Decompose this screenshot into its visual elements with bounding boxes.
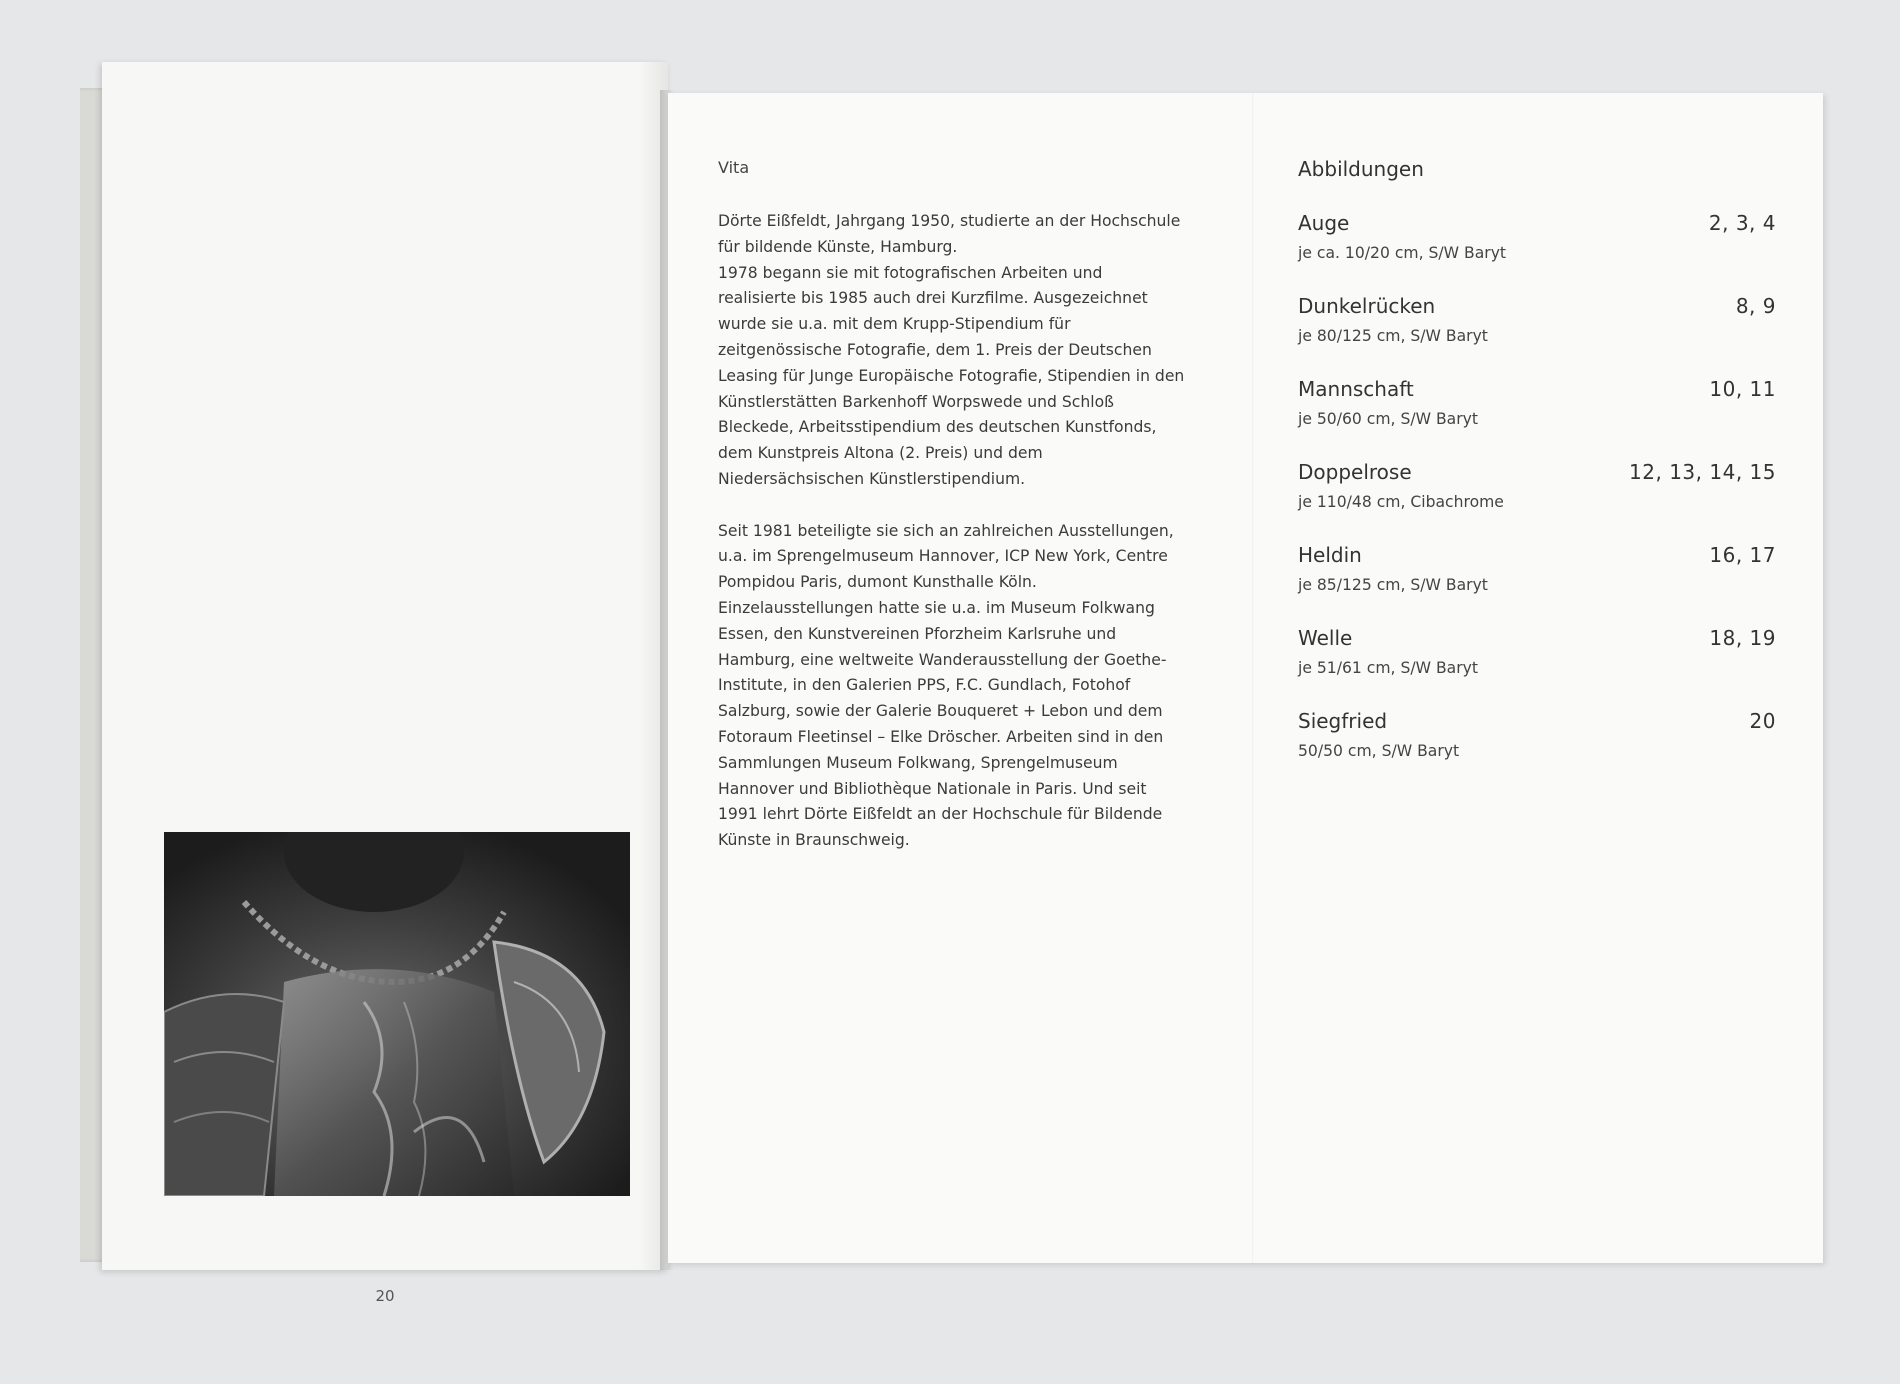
fold-line xyxy=(1252,93,1254,1263)
artwork-pages: 8, 9 xyxy=(1735,294,1776,318)
artwork-spec: je 110/48 cm, Cibachrome xyxy=(1298,493,1504,511)
text-line: zeitgenössische Fotografie, dem 1. Preis der Deutschen xyxy=(718,340,1152,359)
text-line: realisierte bis 1985 auch drei Kurzfilme. Ausgezeichnet xyxy=(718,289,1148,308)
list-item xyxy=(1298,626,1776,709)
abbildungen-heading: Abbildungen xyxy=(1298,157,1424,181)
artwork-title: Mannschaft xyxy=(1298,377,1414,401)
right-page xyxy=(668,93,1823,1263)
text-line: Salzburg, sowie der Galerie Bouqueret + Lebon und dem xyxy=(718,702,1163,721)
vita-heading: Vita xyxy=(718,158,750,177)
artwork-title: Dunkelrücken xyxy=(1298,294,1436,318)
list-item xyxy=(1298,543,1776,626)
artwork-spec: je ca. 10/20 cm, S/W Baryt xyxy=(1298,244,1507,262)
artwork-title: Auge xyxy=(1298,211,1350,235)
text-line: für bildende Künste, Hamburg. xyxy=(718,237,958,256)
list-item xyxy=(1298,377,1776,460)
text-line: Sammlungen Museum Folkwang, Sprengelmuseum xyxy=(718,753,1118,772)
text-line: Hannover und Bibliothèque Nationale in Paris. Und seit xyxy=(718,779,1147,798)
text-line: Niedersächsischen Künstlerstipendium. xyxy=(718,469,1026,488)
text-line: Fotoraum Fleetinsel – Elke Dröscher. Arbeiten sind in den xyxy=(718,727,1164,746)
artwork-pages: 18, 19 xyxy=(1709,626,1776,650)
text-line: Pompidou Paris, dumont Kunsthalle Köln. xyxy=(718,573,1037,592)
artwork-pages: 10, 11 xyxy=(1709,377,1776,401)
text-line: Institute, in den Galerien PPS, F.C. Gundlach, Fotohof xyxy=(718,676,1131,695)
text-line: Künstlerstätten Barkenhoff Worpswede und Schloß xyxy=(718,392,1114,411)
vita-body xyxy=(718,209,1198,854)
artwork-title: Heldin xyxy=(1298,543,1362,567)
text-line: Künste in Braunschweig. xyxy=(718,831,910,850)
list-item xyxy=(1298,294,1776,377)
artwork-spec: 50/50 cm, S/W Baryt xyxy=(1298,742,1460,760)
abbildungen-list xyxy=(1298,211,1776,792)
list-item xyxy=(1298,709,1776,792)
text-line: Leasing für Junge Europäische Fotografie, Stipendien in den xyxy=(718,366,1185,385)
text-line: Hamburg, eine weltweite Wanderausstellung der Goethe- xyxy=(718,650,1167,669)
text-line: Seit 1981 beteiligte sie sich an zahlreichen Ausstellungen, xyxy=(718,521,1174,540)
vita-paragraph-1 xyxy=(718,209,1198,493)
text-line: Dörte Eißfeldt, Jahrgang 1950, studierte an der Hochschule xyxy=(718,212,1181,230)
artwork-pages: 16, 17 xyxy=(1709,543,1776,567)
artwork-pages: 12, 13, 14, 15 xyxy=(1629,460,1776,484)
artwork-title: Doppelrose xyxy=(1298,460,1412,484)
text-line: Bleckede, Arbeitsstipendium des deutschen Kunstfonds, xyxy=(718,418,1157,437)
artwork-title: Welle xyxy=(1298,626,1353,650)
text-line: dem Kunstpreis Altona (2. Preis) und dem xyxy=(718,444,1043,463)
text-line: u.a. im Sprengelmuseum Hannover, ICP New York, Centre xyxy=(718,547,1168,566)
left-page xyxy=(102,62,668,1305)
artwork-pages: 2, 3, 4 xyxy=(1708,211,1776,235)
text-line: 1991 lehrt Dörte Eißfeldt an der Hochschule für Bildende xyxy=(718,805,1163,824)
page-number: 20 xyxy=(375,1287,395,1305)
artwork-title: Siegfried xyxy=(1298,709,1388,733)
list-item xyxy=(1298,211,1776,294)
artwork-spec: je 50/60 cm, S/W Baryt xyxy=(1298,410,1478,428)
artwork-pages: 20 xyxy=(1749,709,1776,733)
artwork-spec: je 85/125 cm, S/W Baryt xyxy=(1298,576,1488,594)
armour-photo xyxy=(164,832,630,1196)
vita-paragraph-2 xyxy=(718,519,1198,854)
list-item xyxy=(1298,460,1776,543)
text-line: Essen, den Kunstvereinen Pforzheim Karlsruhe und xyxy=(718,624,1117,643)
armour-photo-image xyxy=(164,832,630,1196)
text-line: 1978 begann sie mit fotografischen Arbeiten und xyxy=(718,263,1103,282)
artwork-spec: je 51/61 cm, S/W Baryt xyxy=(1298,659,1478,677)
text-line: wurde sie u.a. mit dem Krupp-Stipendium für xyxy=(718,315,1071,334)
artwork-spec: je 80/125 cm, S/W Baryt xyxy=(1298,327,1488,345)
text-line: Einzelausstellungen hatte sie u.a. im Museum Folkwang xyxy=(718,598,1155,617)
